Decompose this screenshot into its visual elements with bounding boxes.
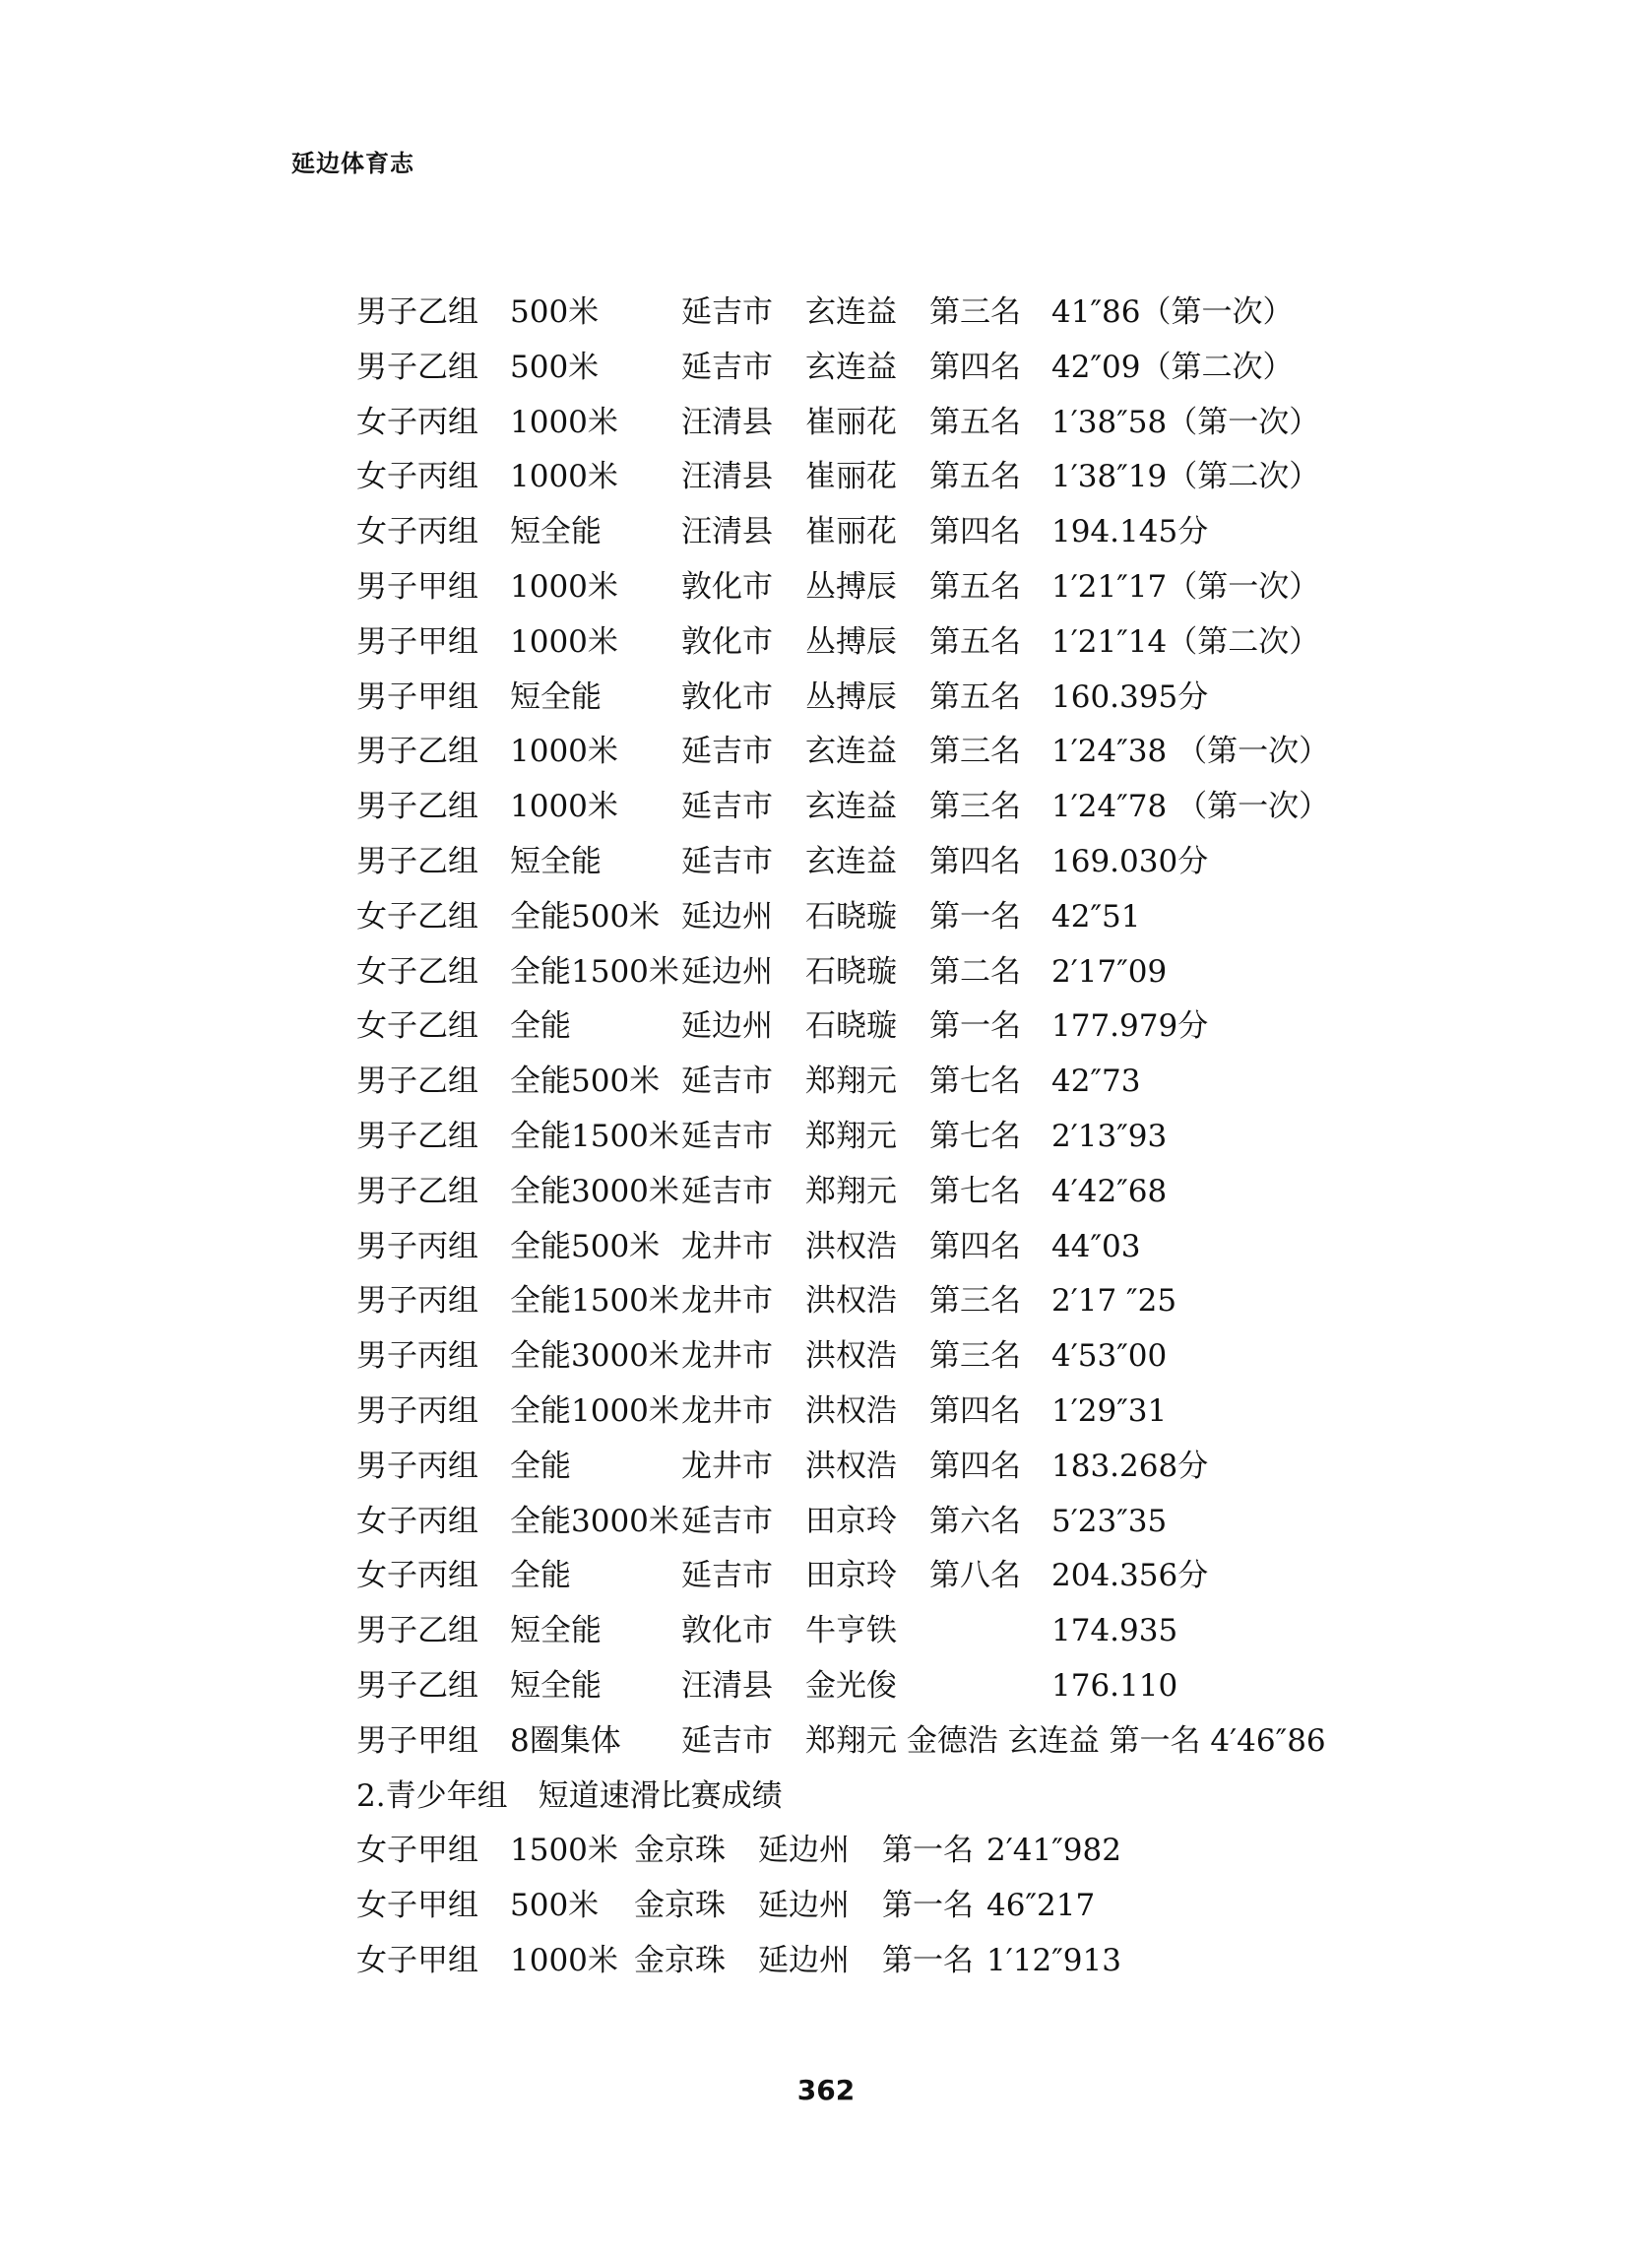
unit: 延吉市 <box>681 789 773 825</box>
score: 1′21″14（第二次） <box>1051 623 1320 660</box>
group: 女子丙组 <box>356 1558 478 1594</box>
athlete: 石晓璇 <box>805 1008 897 1045</box>
rank: 第四名 <box>929 1392 1021 1429</box>
score: 2′17 ″25 <box>1051 1283 1177 1320</box>
result-row <box>356 1659 1498 1714</box>
section-heading-row <box>356 1770 1498 1825</box>
group: 女子乙组 <box>356 953 478 990</box>
score: 5′23″35 <box>1051 1503 1168 1539</box>
rank: 第五名 <box>929 568 1021 605</box>
event: 1000米 <box>510 568 618 605</box>
unit: 延吉市 <box>681 1173 773 1209</box>
score: 1′38″58（第一次） <box>1051 404 1320 440</box>
rank: 第四名 <box>929 514 1021 550</box>
result-row <box>356 1000 1498 1055</box>
event: 500米 <box>510 1888 600 1924</box>
event: 全能 <box>510 1448 571 1484</box>
athlete: 金京珠 <box>634 1888 726 1924</box>
unit: 延吉市 <box>681 1558 773 1594</box>
event: 1000米 <box>510 1942 618 1978</box>
result-row <box>356 505 1498 560</box>
score: 44″03 <box>1051 1228 1141 1264</box>
unit: 延边州 <box>681 1008 773 1045</box>
score: 1′21″17（第一次） <box>1051 568 1320 605</box>
result-row <box>356 615 1498 671</box>
rank: 第一名 <box>882 1942 974 1978</box>
group: 男子乙组 <box>356 294 478 330</box>
athlete: 丛搏辰 <box>805 678 897 715</box>
group: 男子乙组 <box>356 1118 478 1154</box>
score: 46″217 <box>986 1888 1096 1924</box>
group: 男子丙组 <box>356 1283 478 1320</box>
group: 男子乙组 <box>356 843 478 879</box>
athlete: 崔丽花 <box>805 459 897 495</box>
athlete: 崔丽花 <box>805 514 897 550</box>
relay-result-row <box>356 1714 1498 1770</box>
rank: 第一名 <box>882 1888 974 1924</box>
group: 男子丙组 <box>356 1448 478 1484</box>
event: 1000米 <box>510 459 618 495</box>
athlete: 崔丽花 <box>805 404 897 440</box>
group: 男子乙组 <box>356 1064 478 1100</box>
result-row <box>356 396 1498 451</box>
score: 4′53″00 <box>1051 1338 1168 1375</box>
score: 1′24″38 （第一次） <box>1051 734 1330 770</box>
running-header: 延边体育志 <box>291 150 414 177</box>
unit: 延吉市 <box>681 349 773 385</box>
athlete: 牛亨铁 <box>805 1613 897 1649</box>
event: 全能 <box>510 1008 571 1045</box>
rank: 第四名 <box>929 1448 1021 1484</box>
result-row <box>356 1055 1498 1110</box>
result-row <box>356 835 1498 890</box>
result-row <box>356 1495 1498 1550</box>
result-row <box>356 450 1498 505</box>
result-row <box>356 1440 1498 1495</box>
score: 1′29″31 <box>1051 1392 1168 1429</box>
event: 500米 <box>510 294 600 330</box>
group: 女子甲组 <box>356 1942 478 1978</box>
athlete: 金京珠 <box>634 1833 726 1869</box>
result-row <box>356 1220 1498 1275</box>
group: 男子甲组 <box>356 678 478 715</box>
unit: 延吉市 <box>681 294 773 330</box>
athlete: 洪权浩 <box>805 1228 897 1264</box>
athlete: 郑翔元 <box>805 1173 897 1209</box>
rank: 第八名 <box>929 1558 1021 1594</box>
group: 女子乙组 <box>356 1008 478 1045</box>
section-heading: 2.青少年组 短道速滑比赛成绩 <box>356 1777 783 1814</box>
rank: 第三名 <box>929 734 1021 770</box>
result-row <box>356 1549 1498 1604</box>
rank: 第三名 <box>929 1338 1021 1375</box>
unit: 延吉市 <box>681 1722 773 1759</box>
rank: 第五名 <box>929 623 1021 660</box>
group: 男子甲组 <box>356 568 478 605</box>
unit: 延边州 <box>681 898 773 935</box>
athlete: 石晓璇 <box>805 898 897 935</box>
event: 短全能 <box>510 1613 602 1649</box>
event: 1000米 <box>510 404 618 440</box>
unit: 敦化市 <box>681 1613 773 1649</box>
unit: 敦化市 <box>681 623 773 660</box>
score: 1′38″19（第二次） <box>1051 459 1320 495</box>
athlete: 丛搏辰 <box>805 623 897 660</box>
rank: 第四名 <box>929 349 1021 385</box>
unit: 敦化市 <box>681 568 773 605</box>
group: 男子乙组 <box>356 789 478 825</box>
unit: 延吉市 <box>681 1064 773 1100</box>
group: 男子乙组 <box>356 349 478 385</box>
result-row <box>356 286 1498 341</box>
athlete: 玄连益 <box>805 294 897 330</box>
group: 男子乙组 <box>356 1613 478 1649</box>
group: 女子甲组 <box>356 1888 478 1924</box>
event: 短全能 <box>510 514 602 550</box>
score: 176.110 <box>1051 1667 1178 1704</box>
rank: 第六名 <box>929 1503 1021 1539</box>
score: 160.395分 <box>1051 678 1209 715</box>
result-row <box>356 1165 1498 1220</box>
athlete: 田京玲 <box>805 1558 897 1594</box>
unit: 汪清县 <box>681 459 773 495</box>
page-number: 362 <box>796 2074 856 2106</box>
unit: 敦化市 <box>681 678 773 715</box>
result-row <box>356 1604 1498 1659</box>
athlete: 郑翔元 <box>805 1118 897 1154</box>
rank: 第二名 <box>929 953 1021 990</box>
group: 女子丙组 <box>356 1503 478 1539</box>
group: 女子丙组 <box>356 459 478 495</box>
score: 1′12″913 <box>986 1942 1121 1978</box>
event: 1000米 <box>510 623 618 660</box>
unit: 龙井市 <box>681 1448 773 1484</box>
result-row <box>356 671 1498 726</box>
score: 174.935 <box>1051 1613 1178 1649</box>
group: 男子甲组 <box>356 1722 478 1759</box>
unit: 龙井市 <box>681 1392 773 1429</box>
rank: 第一名 <box>929 898 1021 935</box>
event: 全能500米 <box>510 898 661 935</box>
unit: 延边州 <box>758 1833 850 1869</box>
result-row <box>356 780 1498 835</box>
event: 全能3000米 <box>510 1173 679 1209</box>
athlete: 石晓璇 <box>805 953 897 990</box>
relay-team-and-result: 郑翔元 金德浩 玄连益 第一名 4′46″86 <box>805 1722 1326 1759</box>
result-row <box>356 945 1498 1000</box>
score: 42″51 <box>1051 898 1141 935</box>
group: 女子乙组 <box>356 898 478 935</box>
rank: 第一名 <box>929 1008 1021 1045</box>
result-row <box>356 1329 1498 1385</box>
athlete: 玄连益 <box>805 843 897 879</box>
rank: 第七名 <box>929 1118 1021 1154</box>
event: 全能1000米 <box>510 1392 679 1429</box>
unit: 龙井市 <box>681 1338 773 1375</box>
result-row <box>356 890 1498 945</box>
rank: 第五名 <box>929 678 1021 715</box>
score: 204.356分 <box>1051 1558 1209 1594</box>
score: 42″09（第二次） <box>1051 349 1294 385</box>
unit: 延边州 <box>758 1942 850 1978</box>
unit: 延吉市 <box>681 734 773 770</box>
athlete: 洪权浩 <box>805 1338 897 1375</box>
group: 男子丙组 <box>356 1228 478 1264</box>
athlete: 洪权浩 <box>805 1283 897 1320</box>
result-row <box>356 560 1498 615</box>
athlete: 洪权浩 <box>805 1392 897 1429</box>
event: 500米 <box>510 349 600 385</box>
unit: 延吉市 <box>681 1503 773 1539</box>
rank: 第三名 <box>929 1283 1021 1320</box>
event: 1000米 <box>510 734 618 770</box>
unit: 延边州 <box>681 953 773 990</box>
event: 1000米 <box>510 789 618 825</box>
score: 1′24″78 （第一次） <box>1051 789 1330 825</box>
unit: 汪清县 <box>681 404 773 440</box>
event: 短全能 <box>510 843 602 879</box>
group: 男子乙组 <box>356 1173 478 1209</box>
unit: 龙井市 <box>681 1228 773 1264</box>
event: 1500米 <box>510 1833 618 1869</box>
event: 全能1500米 <box>510 953 679 990</box>
result-row <box>356 1385 1498 1440</box>
rank: 第四名 <box>929 1228 1021 1264</box>
score: 4′42″68 <box>1051 1173 1168 1209</box>
event: 全能500米 <box>510 1064 661 1100</box>
athlete: 玄连益 <box>805 789 897 825</box>
rank: 第三名 <box>929 294 1021 330</box>
rank: 第四名 <box>929 843 1021 879</box>
short-track-row <box>356 1824 1498 1879</box>
unit: 汪清县 <box>681 1667 773 1704</box>
result-row <box>356 1110 1498 1165</box>
unit: 延吉市 <box>681 1118 773 1154</box>
group: 男子甲组 <box>356 623 478 660</box>
rank: 第一名 <box>882 1833 974 1869</box>
athlete: 郑翔元 <box>805 1064 897 1100</box>
unit: 龙井市 <box>681 1283 773 1320</box>
result-row <box>356 341 1498 396</box>
rank: 第七名 <box>929 1173 1021 1209</box>
score: 41″86（第一次） <box>1051 294 1294 330</box>
short-track-row <box>356 1879 1498 1934</box>
event: 全能3000米 <box>510 1338 679 1375</box>
result-row <box>356 725 1498 780</box>
athlete: 田京玲 <box>805 1503 897 1539</box>
event: 全能500米 <box>510 1228 661 1264</box>
event: 全能1500米 <box>510 1118 679 1154</box>
event: 短全能 <box>510 678 602 715</box>
group: 男子丙组 <box>356 1338 478 1375</box>
athlete: 丛搏辰 <box>805 568 897 605</box>
rank: 第五名 <box>929 404 1021 440</box>
group: 男子丙组 <box>356 1392 478 1429</box>
score: 169.030分 <box>1051 843 1209 879</box>
short-track-row <box>356 1934 1498 1989</box>
group: 女子甲组 <box>356 1833 478 1869</box>
event: 全能3000米 <box>510 1503 679 1539</box>
group: 女子丙组 <box>356 514 478 550</box>
unit: 延边州 <box>758 1888 850 1924</box>
group: 男子乙组 <box>356 1667 478 1704</box>
athlete: 洪权浩 <box>805 1448 897 1484</box>
score: 2′17″09 <box>1051 953 1168 990</box>
event: 8圈集体 <box>510 1722 621 1759</box>
score: 183.268分 <box>1051 1448 1209 1484</box>
athlete: 玄连益 <box>805 734 897 770</box>
results-list <box>356 286 1498 1989</box>
score: 2′41″982 <box>986 1833 1121 1869</box>
event: 全能 <box>510 1558 571 1594</box>
score: 42″73 <box>1051 1064 1141 1100</box>
rank: 第七名 <box>929 1064 1021 1100</box>
result-row <box>356 1274 1498 1329</box>
group: 女子丙组 <box>356 404 478 440</box>
athlete: 金光俊 <box>805 1667 897 1704</box>
unit: 延吉市 <box>681 843 773 879</box>
score: 2′13″93 <box>1051 1118 1168 1154</box>
group: 男子乙组 <box>356 734 478 770</box>
athlete: 玄连益 <box>805 349 897 385</box>
event: 全能1500米 <box>510 1283 679 1320</box>
unit: 汪清县 <box>681 514 773 550</box>
rank: 第五名 <box>929 459 1021 495</box>
event: 短全能 <box>510 1667 602 1704</box>
score: 194.145分 <box>1051 514 1209 550</box>
score: 177.979分 <box>1051 1008 1209 1045</box>
rank: 第三名 <box>929 789 1021 825</box>
athlete: 金京珠 <box>634 1942 726 1978</box>
